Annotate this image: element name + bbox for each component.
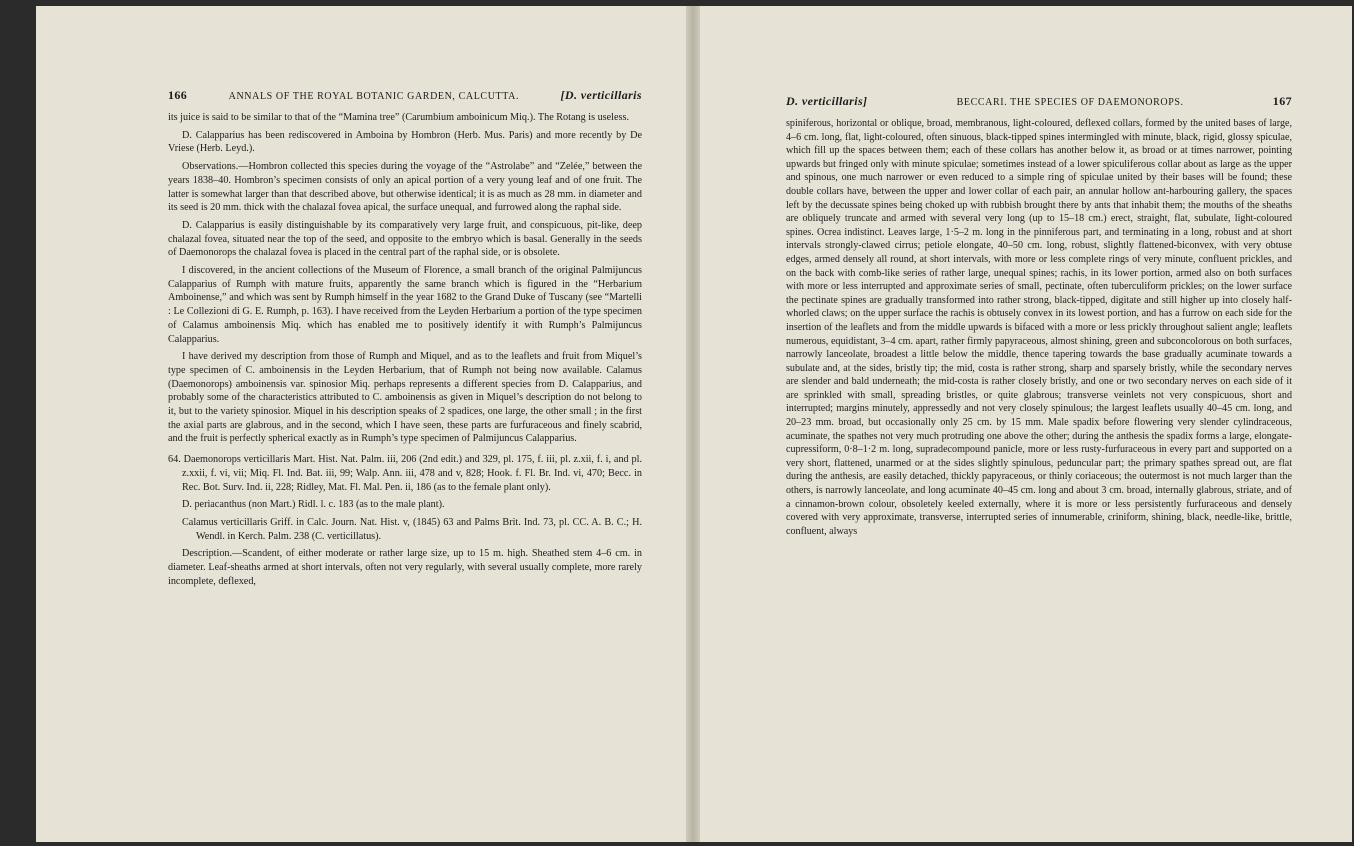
left-running-header	[168, 88, 642, 103]
paragraph: I have derived my description from those of Rumph and Miquel, and as to the leaflets and fruit from Miquel’s type specimen of C. amboinensis in the Leyden Herbarium, that of Rumph not being now available. Calamus (Daemonorops) amboinensis var. spinosior Miq. perhaps represents a different species from D. Calapparius, and probably some of the characteristics attributed to C. amboinensis as given in Miquel’s description do not belong to it, but to the variety spinosior. Miquel in his description speaks of 2 spadices, one large, the other small ; in the first the axial parts are glabrous, and in the second, which I have seen, these parts are furfuraceous and finely scabrid, and the fruit is perfectly spherical exactly as in Rumph’s type specimen of Palmijuncus Calapparius.	[168, 351, 642, 445]
right-running-header	[786, 94, 1292, 109]
book-spread	[36, 6, 1352, 842]
right-running-title: BECCARI. THE SPECIES OF DAEMONOROPS.	[956, 97, 1184, 108]
paragraph: its juice is said to be similar to that of the “Mamina tree” (Carumbium amboinicum Miq.). The Rotang is useless.	[168, 112, 629, 123]
paragraph: D. Calapparius has been rediscovered in Amboina by Hombron (Herb. Mus. Paris) and more recently by De Vriese (Herb. Leyd.).	[168, 129, 642, 155]
left-page-number: 166	[168, 88, 188, 102]
left-page	[36, 6, 686, 842]
description-paragraph: Description.—Scandent, of either moderate or rather large size, up to 15 m. high. Sheathed stem 4–6 cm. in diameter. Leaf-sheaths armed at short intervals, often not very regularly, with several usually complete, more rarely incomplete, deflexed,	[168, 548, 642, 587]
right-running-species: D. verticillaris]	[786, 94, 868, 108]
left-running-species: [D. verticillaris	[560, 88, 642, 102]
right-page-number: 167	[1272, 94, 1292, 108]
paragraph: I discovered, in the ancient collections of the Museum of Florence, a small branch of the original Palmijuncus Calapparius of Rumph with mature fruits, apparently the same branch which is figured in the “Herbarium Amboinense,” and which was sent by Rumph himself in the year 1682 to the Grand Duke of Tuscany (see “Martelli : Le Collezioni di G. E. Rumph, p. 163). I have received from the Leyden Herbarium a portion of the type specimen of Calamus amboinensis Miq. which has enabled me to positively identify it with Rumph’s Palmijuncus Calapparius.	[168, 265, 642, 345]
right-page	[700, 6, 1352, 842]
species-entry: 64. Daemonorops verticillaris Mart. Hist. Nat. Palm. iii, 206 (2nd edit.) and 329, pl. 175, f. iii, pl. z.xii, f. i, and pl. z.xxii, f. vi, vii; Miq. Fl. Ind. Bat. iii, 99; Walp. Ann. iii, 478 and v, 828; Hook. f. Fl. Br. Ind. vi, 470; Becc. in Rec. Bot. Surv. Ind. ii, 228; Ridley, Mat. Fl. Mal. Pen. ii, 186 (as to the female plant only).	[168, 454, 642, 493]
paragraph: Observations.—Hombron collected this species during the voyage of the “Astrolabe” and “Zelée,” between the years 1838–40. Hombron’s specimen consists of only an apical portion of a very young leaf and of one fruit. The latter is somewhat larger than that described above, but otherwise identical; it is as much as 28 mm. in diameter and its seed is 20 mm. thick with the chalazal fovea apical, the surface unequal, and furrowed along the raphal side.	[168, 161, 642, 214]
paragraph: D. Calapparius is easily distinguishable by its comparatively very large fruit, and conspicuous, pit-like, deep chalazal fovea, situated near the top of the seed, and opposite to the embryo which is basal. Generally in the seeds of Daemonorops the chalazal fovea is placed in the central part of the raphal side, or is obsolete.	[168, 219, 642, 259]
synonym: Calamus verticillaris Griff. in Calc. Journ. Nat. Hist. v, (1845) 63 and Palms Brit. Ind. 73, pl. CC. A. B. C.; H. Wendl. in Kerch. Palm. 238 (C. verticillatus).	[182, 516, 642, 542]
paragraph: spiniferous, horizontal or oblique, broad, membranous, light-coloured, deflexed collars, formed by the united bases of large, 4–6 cm. long, flat, light-coloured, often sinuous, black-tipped spines intermingled with minute, black, rigid, glossy spiculae, which fill up the spaces between them; each of these collars has another below it, as broad or at times narrower, pointing upwards but fringed only with minute spiculae; sometimes instead of a lower spiculiferous collar about as large as the upper and spinous, one much narrower or even reduced to a simple ring of spiculae united by their bases will be found; these double collars have, between the upper and lower collar of each pair, an annular hollow ant-harbouring gallery, the spaces left by the decussate spines being choked up with rubbish brought there by ants that inhabit them; the mouths of the sheaths are obliquely truncate and armed with several very long (up to 15–18 cm.) erect, straight, flat, subulate, light-coloured spines. Ocrea indistinct. Leaves large, 1·5–2 m. long in the pinniferous part, and terminating in a long, robust and at short intervals strongly-clawed cirrus; petiole elongate, 40–50 cm. long, robust, slightly flattened-biconvex, with very obtuse edges, armed densely all round, at short intervals, with more or less complete rings of very minute, confluent prickles, and on the back with comb-like series of rather large, unequal spines; rachis, in its lower portion, armed also on both surfaces with more or less interrupted and approximate series of small, pectinate, often tuberculiform prickles; on the lower surface the pectinate spines are gradually transformed into rather strong, black-tipped, digitate and still higher up into closely half-whorled claws; on the upper surface the rachis is obtusely convex in its lowest portion, and has a furrow on each side for the insertion of the leaflets and from the middle upwards is bifaced with a more or less prickly throughout salient angle; leaflets numerous, equidistant, 3–4 cm. apart, rather firmly papyraceous, almost shining, green and subconcolorous on both surfaces, narrowly lanceolate, broadest a little below the middle, thence tapering towards the base gradually acuminate towards a subulate and, at the sides, bristly tip; the mid, costa is rather strong, sharp and sparsely bristly, while the secondary nerves are slender and bald underneath; the mid-costa is rather closely bristly, and one or two secondary nerves on each side of it are sprinkled with small, spreading bristles, or quite glabrous; transverse veinlets not very conspicuous, short and interrupted; margins minutely, appressedly and not very closely spinulous; the largest leaflets usually 40–45 cm. long, and 20–23 mm. broad, but occasionally only 25 cm. by 15 mm. Male spadix before flowering very slender cylindraceous, acuminate, the spathes not very much protruding one above the other; during the anthesis the spadix forms a large, elongate-cupressiform, 0·8–1·2 m. long, supradecompound panicle, more or less rusty-furfuraceous in every part and supported on a very short, flattened, unarmed or at the sides slightly spinulous, peduncular part; the primary spathes spread out, are flat during the anthesis, are easily detached, thickly papyraceous, or thinly coriaceous; the outermost is not much larger than the others, is narrowly lanceolate, and long acuminate 40–45 cm. long and about 3 cm. broad, internally glabrous, striate, and of a cinnamon-brown colour, obsoletely keeled externally, where it is more or less persistently furfuraceous and densely covered with very approximate, transverse, interrupted series of innumerable, criniform, shining, black, needle-like, brittle, confluent, always	[786, 118, 1292, 537]
book-gutter	[686, 6, 700, 842]
synonym: D. periacanthus (non Mart.) Ridl. l. c. 183 (as to the male plant).	[182, 499, 445, 511]
left-running-title: ANNALS OF THE ROYAL BOTANIC GARDEN, CALCUTTA.	[228, 91, 520, 102]
